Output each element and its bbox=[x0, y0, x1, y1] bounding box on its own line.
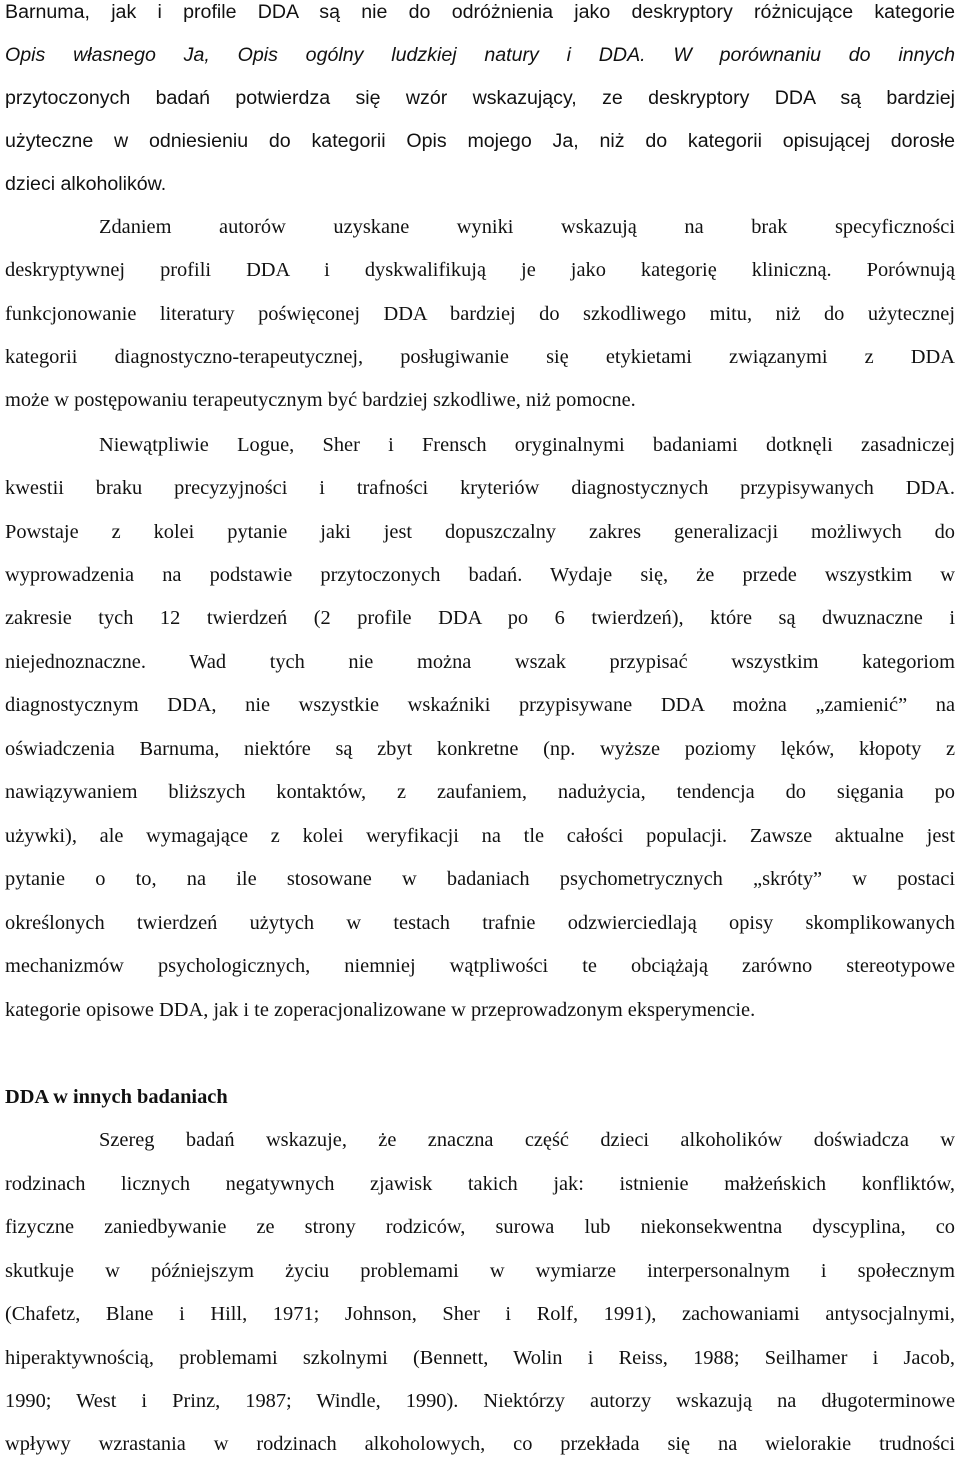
text-line: dzieci alkoholików. bbox=[5, 173, 167, 195]
text-line: użyteczne w odniesieniu do kategorii Opis mojego Ja, niż do kategorii opisującej dorosłe bbox=[5, 130, 955, 152]
text-line: rodzinach licznych negatywnych zjawisk takich jak: istnienie małżeńskich konfliktów, bbox=[5, 1173, 955, 1195]
text-line: 1990; West i Prinz, 1987; Windle, 1990). Niektórzy autorzy wskazują na długoterminowe bbox=[5, 1390, 955, 1412]
text-line: deskryptywnej profili DDA i dyskwalifikują je jako kategorię kliniczną. Porównują bbox=[5, 259, 955, 281]
text-line: kategorii diagnostyczno-terapeutycznej, posługiwanie się etykietami związanymi z DDA bbox=[5, 346, 955, 368]
text-line: używki), ale wymagające z kolei weryfikacji na tle całości populacji. Zawsze aktualne jest bbox=[5, 825, 955, 847]
text-line: Barnuma, jak i profile DDA są nie do odróżnienia jako deskryptory różnicujące kategorie bbox=[5, 1, 955, 23]
text-line: zakresie tych 12 twierdzeń (2 profile DDA po 6 twierdzeń), które są dwuznaczne i bbox=[5, 607, 955, 629]
text-line: przytoczonych badań potwierdza się wzór wskazujący, ze deskryptory DDA są bardziej bbox=[5, 87, 955, 109]
text-line: fizyczne zaniedbywanie ze strony rodziców, surowa lub niekonsekwentna dyscyplina, co bbox=[5, 1216, 955, 1238]
text-line-italic: Opis własnego Ja, Opis ogólny ludzkiej natury i DDA. W porównaniu do innych bbox=[5, 44, 955, 66]
text-line: może w postępowaniu terapeutycznym być bardziej szkodliwe, niż pomocne. bbox=[5, 389, 636, 411]
text-line: funkcjonowanie literatury poświęconej DDA bardziej do szkodliwego mitu, niż do użytecznej bbox=[5, 303, 955, 325]
text-line: pytanie o to, na ile stosowane w badaniach psychometrycznych „skróty” w postaci bbox=[5, 868, 955, 890]
text-line bbox=[5, 37, 955, 73]
text-line: Niewątpliwie Logue, Sher i Frensch oryginalnymi badaniami dotknęli zasadniczej bbox=[99, 434, 955, 456]
text-line: niejednoznaczne. Wad tych nie można wszak przypisać wszystkim kategoriom bbox=[5, 651, 955, 673]
text-line: hiperaktywnością, problemami szkolnymi (Bennett, Wolin i Reiss, 1988; Seilhamer i Jacob, bbox=[5, 1347, 955, 1369]
text-line: mechanizmów psychologicznych, niemniej wątpliwości te obciążają zarówno stereotypowe bbox=[5, 955, 955, 977]
text-line: diagnostycznym DDA, nie wszystkie wskaźniki przypisywane DDA można „zamienić” na bbox=[5, 694, 955, 716]
text-line: wyprowadzenia na podstawie przytoczonych badań. Wydaje się, że przede wszystkim w bbox=[5, 564, 955, 586]
text-line: Szereg badań wskazuje, że znaczna część dzieci alkoholików doświadcza w bbox=[99, 1129, 955, 1151]
section-heading: DDA w innych badaniach bbox=[5, 1086, 228, 1108]
text-line: oświadczenia Barnuma, niektóre są zbyt konkretne (np. wyższe poziomy lęków, kłopoty z bbox=[5, 738, 955, 760]
text-line: Powstaje z kolei pytanie jaki jest dopuszczalny zakres generalizacji możliwych do bbox=[5, 521, 955, 543]
text-line: kwestii braku precyzyjności i trafności kryteriów diagnostycznych przypisywanych DDA. bbox=[5, 477, 955, 499]
text-line: (Chafetz, Blane i Hill, 1971; Johnson, Sher i Rolf, 1991), zachowaniami antysocjalnymi, bbox=[5, 1303, 955, 1325]
text-line: wpływy wzrastania w rodzinach alkoholowych, co przekłada się na wielorakie trudności bbox=[5, 1433, 955, 1455]
text-line: kategorie opisowe DDA, jak i te zoperacjonalizowane w przeprowadzonym eksperymencie. bbox=[5, 999, 756, 1021]
text-line: Zdaniem autorów uzyskane wyniki wskazują na brak specyficzności bbox=[99, 216, 955, 238]
text-line: nawiązywaniem bliższych kontaktów, z zaufaniem, nadużycia, tendencja do sięgania po bbox=[5, 781, 955, 803]
text-line: skutkuje w późniejszym życiu problemami w wymiarze interpersonalnym i społecznym bbox=[5, 1260, 955, 1282]
text-line: określonych twierdzeń użytych w testach trafnie odzwierciedlają opisy skomplikowanych bbox=[5, 912, 955, 934]
